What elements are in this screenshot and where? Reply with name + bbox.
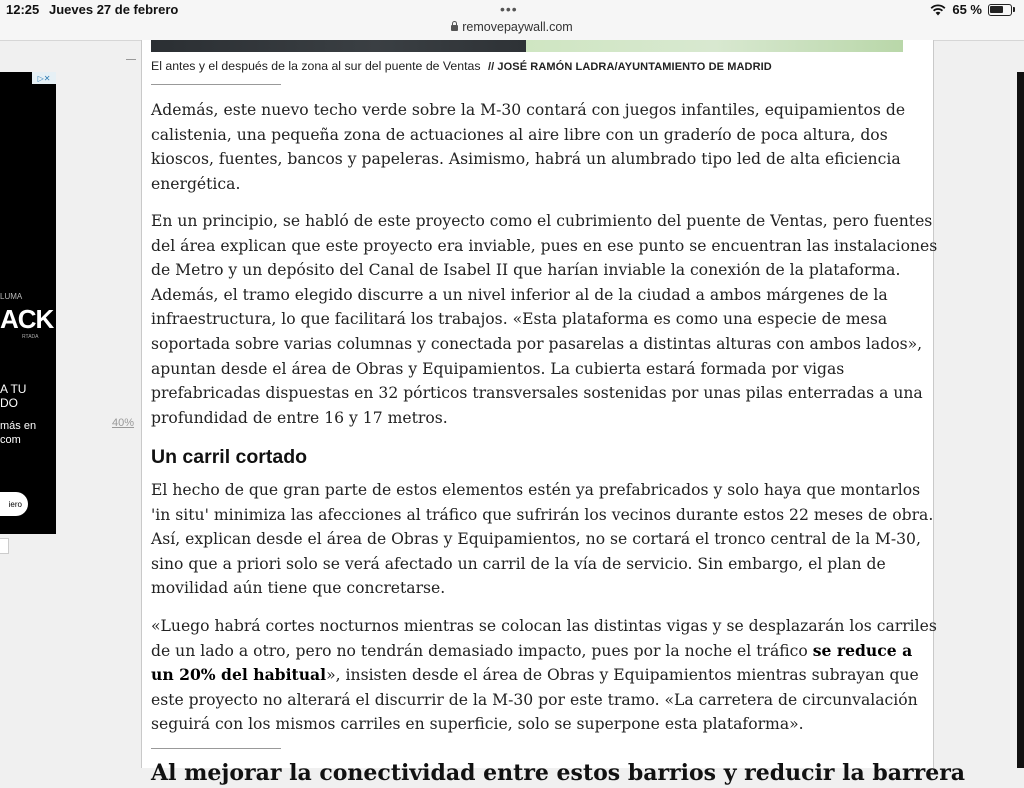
- ad-choices-icon[interactable]: ▷✕: [32, 72, 56, 84]
- ad-logo: ACK: [0, 304, 54, 334]
- status-bar: [0, 0, 1024, 41]
- text-line: «Luego habrá cortes nocturnos mientras se colocan las distintas vigas y se desplazarán los carriles: [151, 617, 937, 635]
- text-line: 'in situ' minimiza las afecciones al tráfico que sufrirán los vecinos durante estos 22 meses de obra.: [151, 505, 934, 524]
- text-line: seguirá con los mismos carriles en superficie, solo se superpone esta plataforma».: [151, 715, 804, 734]
- text-line: apuntan desde el área de Obras y Equipamientos. La cubierta estará formada por vigas: [151, 359, 845, 378]
- text-line: movilidad aún tiene que concretarse.: [151, 579, 446, 598]
- photo-credit: // JOSÉ RAMÓN LADRA/AYUNTAMIENTO DE MADRID: [487, 61, 772, 73]
- caption-divider: [151, 84, 281, 85]
- lock-icon: [451, 25, 458, 31]
- text-line: Además, este nuevo techo verde sobre la M-30 contará con juegos infantiles, equipamientos de: [151, 101, 906, 119]
- text-line: de Metro y un depósito del Canal de Isabel II que harían inviable la conexión de la plataforma.: [151, 261, 901, 280]
- date: Jueves 27 de febrero: [49, 2, 179, 17]
- url-text: removepaywall.com: [462, 20, 573, 34]
- right-ad-edge: [1017, 72, 1024, 768]
- text-line: sino que a priori solo se verá afectado un carril de la vía de servicio. Sin embargo, el plan de: [151, 554, 886, 573]
- text-line: infraestructura, lo que facilitará los trabajos. «Esta plataforma es como una especie de mesa: [151, 310, 888, 329]
- text-line: soportada sobre varias columnas y conectada por pasarelas a distintas alturas con ambos lados»,: [151, 334, 923, 353]
- clock: 12:25: [6, 2, 40, 17]
- paragraph-3: [151, 478, 934, 601]
- text-line: kioscos, fuentes, bancos y papeleras. Asimismo, habrá un alumbrado tipo led de alta eficiencia: [151, 150, 901, 169]
- photo-caption: [151, 59, 772, 73]
- advertisement[interactable]: [0, 72, 56, 534]
- photo-before: [151, 40, 526, 52]
- photo-after: [526, 40, 903, 52]
- text-line: [151, 663, 919, 688]
- text-run: », insisten desde el área de Obras y Equipamientos mientras subrayan que: [326, 666, 919, 685]
- article: [141, 40, 966, 786]
- text-line: este proyecto no alterará el discurrir de la M-30 por este tramo. «La carretera de circunvalación: [151, 690, 918, 709]
- ad-collapse-tab[interactable]: [0, 538, 9, 554]
- paragraph-4: [151, 614, 937, 737]
- article-photo: [151, 40, 903, 52]
- reading-progress[interactable]: 40%: [112, 417, 135, 429]
- ad-body-line: más en: [0, 420, 37, 432]
- text-line: Además, el tramo elegido discurre a un nivel inferior al de la ciudad a ambos márgenes de la: [151, 285, 888, 304]
- section-divider: [151, 748, 281, 749]
- cutoff-text: Al mejorar la conectividad entre estos barrios y reducir la barrera: [151, 760, 966, 786]
- text-line: En un principio, se habló de este proyecto como el cubrimiento del puente de Ventas, pero fuentes: [151, 212, 933, 230]
- paragraph-1: [151, 98, 911, 196]
- text-line: profundidad de entre 16 y 17 metros.: [151, 408, 448, 427]
- text-line: del área explican que este proyecto era inviable, pues en ese punto se encuentran las instalaciones: [151, 236, 938, 255]
- text-line: Así, explican desde el área de Obras y Equipamientos, no se cortará el tronco central de la M-30,: [151, 530, 921, 549]
- ad-cta-button[interactable]: iero: [0, 492, 28, 516]
- ad-brand: LUMA: [0, 292, 23, 301]
- ad-headline-line: DO: [0, 396, 18, 410]
- battery-percent: 65 %: [952, 2, 982, 17]
- margin-dash: [126, 59, 136, 60]
- text-line: prefabricadas dispuestas en 32 pórticos transversales sostenidas por unas pilas enterradas a una: [151, 384, 923, 403]
- more-dots-icon[interactable]: •••: [500, 1, 518, 17]
- text-line: [151, 639, 911, 664]
- address-bar[interactable]: [0, 20, 1024, 34]
- ad-body: [0, 419, 36, 447]
- status-icons: [930, 2, 1012, 17]
- ad-body-line: com: [0, 434, 21, 446]
- bold-highlight: se reduce a: [812, 640, 913, 660]
- caption-text: El antes y el después de la zona al sur del puente de Ventas: [151, 59, 481, 73]
- next-heading-cutoff: [151, 758, 966, 786]
- bold-highlight: un 20% del habitual: [151, 665, 327, 685]
- paragraph-2: [151, 209, 938, 430]
- battery-fill: [990, 6, 1003, 13]
- wifi-icon: [930, 4, 946, 16]
- text-line: energética.: [151, 174, 241, 193]
- battery-icon: [988, 4, 1012, 16]
- ad-headline-line: A TU: [0, 382, 27, 396]
- text-line: calistenia, una pequeña zona de actuaciones al aire libre con un graderío de poca altura, dos: [151, 125, 888, 144]
- ad-headline: [0, 382, 26, 410]
- text-run: de un lado a otro, pero no tendrán demasiado impacto, pues por la noche el tráfico: [151, 641, 813, 660]
- text-line: El hecho de que gran parte de estos elementos estén ya prefabricados y solo haya que montarlos: [151, 481, 921, 499]
- ad-subtitle: RTADA: [22, 334, 39, 340]
- section-heading: Un carril cortado: [151, 446, 308, 468]
